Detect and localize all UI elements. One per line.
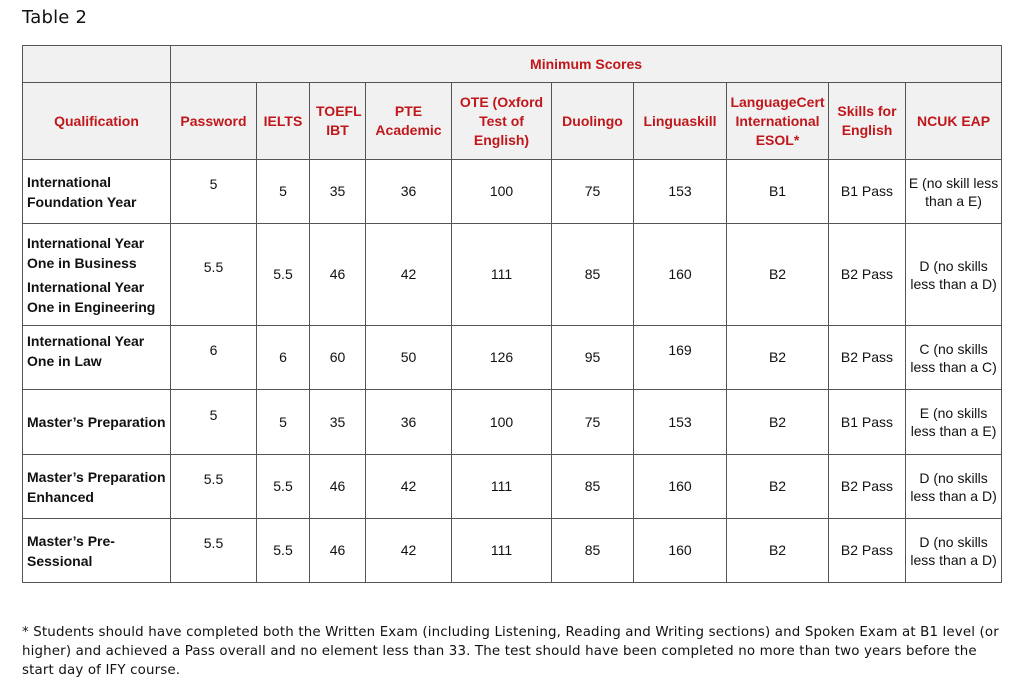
qualification-name: Master’s Preparation: [27, 414, 166, 430]
pte-cell: 42: [366, 519, 452, 583]
skills-for-english-cell: B2 Pass: [829, 455, 906, 519]
table-top-header-row: [23, 46, 1002, 83]
qualification-cell: [23, 455, 171, 519]
minimum-scores-table: [22, 45, 1002, 583]
qualification-cell: [23, 326, 171, 390]
column-header: Skills for English: [829, 83, 906, 160]
table-row: [23, 326, 1002, 390]
column-header: Duolingo: [552, 83, 634, 160]
linguaskill-cell: [634, 326, 727, 390]
ielts-cell: 5: [257, 160, 310, 224]
ote-cell: 126: [452, 326, 552, 390]
column-header: Password: [171, 83, 257, 160]
ncuk-eap-cell: E (no skill less than a E): [906, 160, 1002, 224]
linguaskill-value: 169: [668, 342, 692, 358]
pte-cell: 42: [366, 224, 452, 326]
toefl-cell: 35: [310, 390, 366, 455]
duolingo-cell: 75: [552, 390, 634, 455]
languagecert-cell: B2: [727, 455, 829, 519]
ote-cell: 111: [452, 224, 552, 326]
pte-cell: 36: [366, 160, 452, 224]
ote-cell: 100: [452, 160, 552, 224]
column-header: TOEFL IBT: [310, 83, 366, 160]
languagecert-cell: B2: [727, 224, 829, 326]
skills-for-english-cell: B1 Pass: [829, 160, 906, 224]
password-value: 6: [209, 342, 218, 358]
skills-for-english-cell: B2 Pass: [829, 224, 906, 326]
column-header: OTE (Oxford Test of English): [452, 83, 552, 160]
password-value: 5.5: [203, 471, 224, 487]
languagecert-cell: B2: [727, 326, 829, 390]
ielts-cell: 5.5: [257, 519, 310, 583]
ielts-cell: 5: [257, 390, 310, 455]
ncuk-eap-cell: E (no skills less than a E): [906, 390, 1002, 455]
duolingo-cell: 75: [552, 160, 634, 224]
toefl-cell: 46: [310, 455, 366, 519]
toefl-cell: 46: [310, 224, 366, 326]
qualification-name: International Year One in Law: [27, 332, 145, 369]
password-value: 5.5: [203, 259, 224, 275]
column-header-row: [23, 83, 1002, 160]
qualification-name: International Foundation Year: [27, 173, 137, 210]
toefl-cell: 46: [310, 519, 366, 583]
skills-for-english-cell: B2 Pass: [829, 326, 906, 390]
table-row: [23, 160, 1002, 224]
minimum-scores-header: Minimum Scores: [171, 46, 1002, 83]
table-row: [23, 390, 1002, 455]
password-cell: [171, 326, 257, 390]
ncuk-eap-cell: D (no skills less than a D): [906, 519, 1002, 583]
ielts-cell: 5.5: [257, 224, 310, 326]
password-cell: [171, 455, 257, 519]
password-cell: [171, 224, 257, 326]
duolingo-cell: 85: [552, 519, 634, 583]
qualification-name: International Year One in Engineering: [27, 278, 156, 315]
duolingo-cell: 85: [552, 455, 634, 519]
password-cell: [171, 160, 257, 224]
ncuk-eap-cell: C (no skills less than a C): [906, 326, 1002, 390]
qualification-name: International Year One in Business: [27, 234, 145, 271]
linguaskill-cell: 160: [634, 519, 727, 583]
table-caption: Table 2: [22, 7, 88, 28]
skills-for-english-cell: B2 Pass: [829, 519, 906, 583]
ielts-cell: 6: [257, 326, 310, 390]
ote-cell: 100: [452, 390, 552, 455]
ielts-cell: 5.5: [257, 455, 310, 519]
table-row: [23, 519, 1002, 583]
password-value: 5.5: [203, 535, 224, 551]
duolingo-cell: 85: [552, 224, 634, 326]
linguaskill-cell: 160: [634, 224, 727, 326]
password-cell: [171, 519, 257, 583]
pte-cell: 50: [366, 326, 452, 390]
ote-cell: 111: [452, 519, 552, 583]
qualification-name: Master’s Preparation Enhanced: [27, 468, 166, 505]
pte-cell: 36: [366, 390, 452, 455]
column-header: IELTS: [257, 83, 310, 160]
linguaskill-cell: 160: [634, 455, 727, 519]
duolingo-cell: 95: [552, 326, 634, 390]
ncuk-eap-cell: D (no skills less than a D): [906, 455, 1002, 519]
password-value: 5: [209, 176, 218, 192]
table-row: [23, 455, 1002, 519]
column-header: PTE Academic: [366, 83, 452, 160]
blank-header-cell: [23, 46, 171, 83]
qualification-cell: [23, 519, 171, 583]
toefl-cell: 60: [310, 326, 366, 390]
toefl-cell: 35: [310, 160, 366, 224]
footnote: * Students should have completed both the Written Exam (including Listening, Reading and Writing sections) and Spoken Exam at B1 level (or higher) and achieved a Pass overall and no element less than 33. The test should have been completed no more than two years before the start day of IFY course.: [22, 625, 999, 678]
column-header: Qualification: [23, 83, 171, 160]
linguaskill-cell: 153: [634, 160, 727, 224]
qualification-cell: [23, 160, 171, 224]
qualification-name: Master’s Pre-Sessional: [27, 532, 115, 569]
column-header: LanguageCert International ESOL*: [727, 83, 829, 160]
skills-for-english-cell: B1 Pass: [829, 390, 906, 455]
ncuk-eap-cell: D (no skills less than a D): [906, 224, 1002, 326]
ote-cell: 111: [452, 455, 552, 519]
table-row: [23, 224, 1002, 326]
qualification-cell: [23, 224, 171, 326]
qualification-cell: [23, 390, 171, 455]
languagecert-cell: B1: [727, 160, 829, 224]
pte-cell: 42: [366, 455, 452, 519]
password-value: 5: [209, 406, 218, 423]
password-cell: [171, 390, 257, 455]
languagecert-cell: B2: [727, 390, 829, 455]
linguaskill-cell: 153: [634, 390, 727, 455]
languagecert-cell: B2: [727, 519, 829, 583]
column-header: NCUK EAP: [906, 83, 1002, 160]
column-header: Linguaskill: [634, 83, 727, 160]
